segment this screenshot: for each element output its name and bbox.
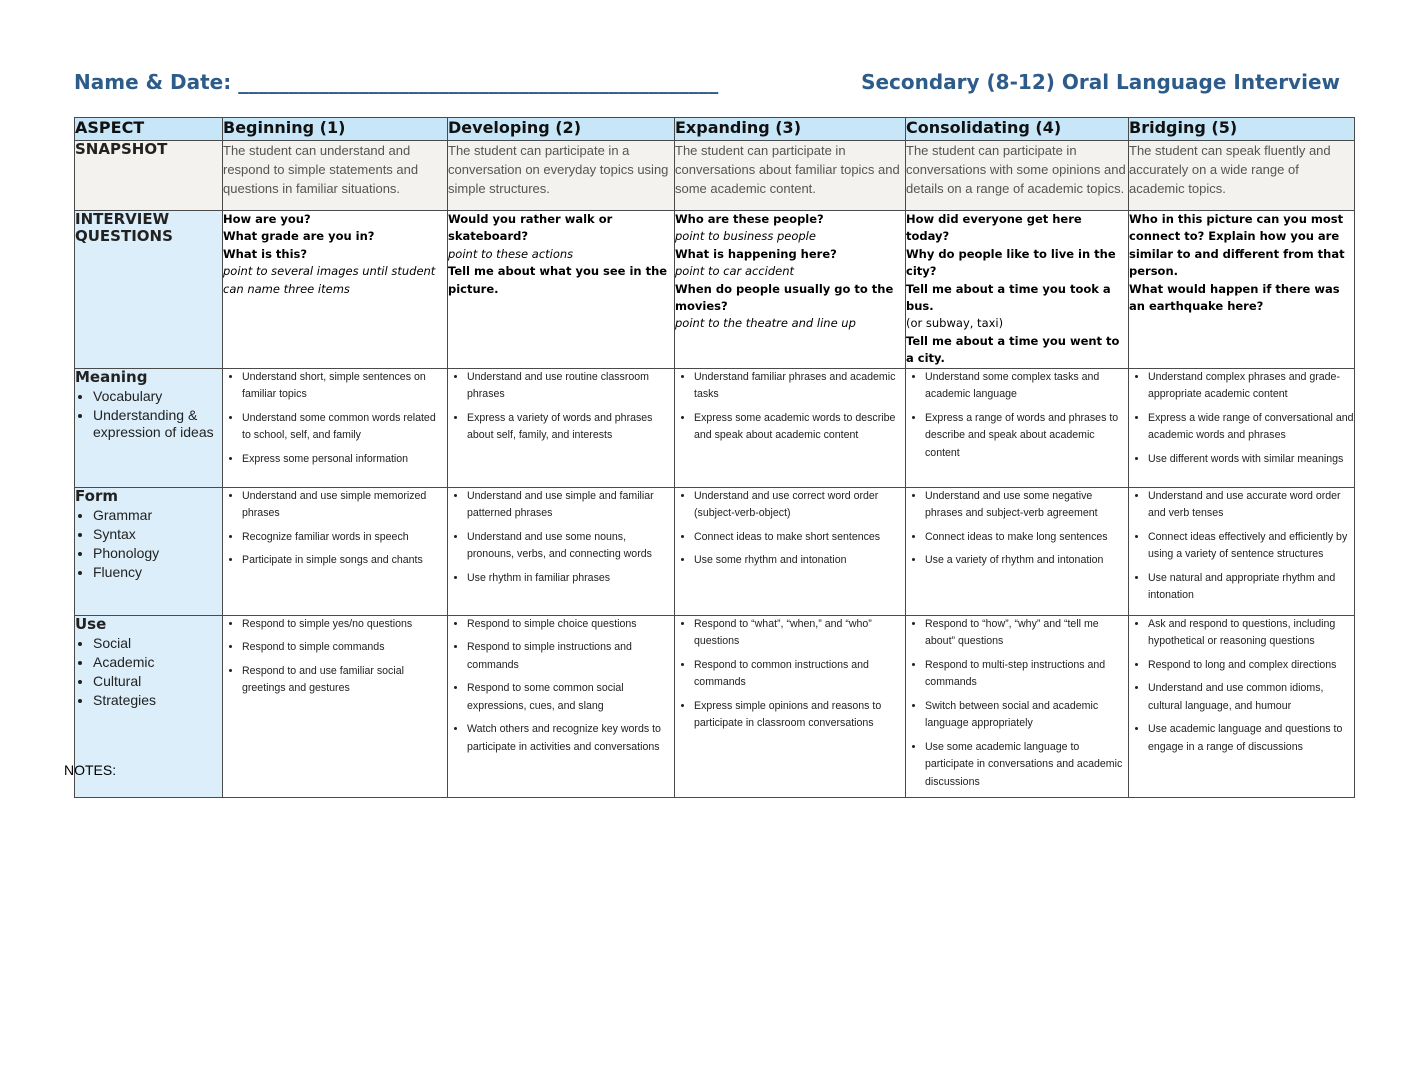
descriptor-list <box>675 369 905 445</box>
descriptor-item: • Respond to and use familiar social greetings and gestures <box>242 663 447 698</box>
descriptor-item: • Respond to “what”, “when,” and “who” questions <box>694 616 905 651</box>
column-header-consolidating: Consolidating (4) <box>906 118 1129 141</box>
descriptor-item: • Respond to long and complex directions <box>1148 657 1354 675</box>
snapshot-cell: The student can participate in conversations about familiar topics and some academic content. <box>675 141 906 211</box>
descriptor-item: • Connect ideas effectively and efficiently by using a variety of sentence structures <box>1148 529 1354 564</box>
aspect-sub-item: • Cultural <box>93 673 222 690</box>
interview-question: What grade are you in? <box>223 229 375 244</box>
interview-question-cell <box>448 211 675 369</box>
snapshot-cell: The student can speak fluently and accurately on a wide range of academic topics. <box>1129 141 1355 211</box>
header-row <box>75 118 1355 141</box>
rubric-table <box>74 117 1355 798</box>
descriptor-cell <box>223 368 448 487</box>
descriptor-cell <box>1129 487 1355 615</box>
descriptor-cell <box>906 368 1129 487</box>
aspect-form <box>75 487 223 615</box>
column-header-aspect: ASPECT <box>75 118 223 141</box>
interview-question: How are you? <box>223 212 311 226</box>
interview-question-cell <box>1129 211 1355 369</box>
aspect-meaning <box>75 368 223 487</box>
aspect-interview <box>75 211 223 369</box>
aspect-sub-item: • Phonology <box>93 545 222 562</box>
descriptor-cell <box>675 368 906 487</box>
descriptor-list <box>223 616 447 698</box>
interview-prompt-note: point to several images until student can name three items <box>223 264 436 296</box>
descriptor-item: • Ask and respond to questions, including hypothetical or reasoning questions <box>1148 616 1354 651</box>
descriptor-item: • Recognize familiar words in speech <box>242 529 447 547</box>
descriptor-item: • Express some personal information <box>242 451 447 469</box>
descriptor-cell <box>1129 615 1355 798</box>
descriptor-item: • Respond to some common social expressions, cues, and slang <box>467 680 674 715</box>
interview-question: What is this? <box>223 246 308 261</box>
interview-question: Tell me about a time you went to a city. <box>906 333 1120 366</box>
descriptor-item: • Use some rhythm and intonation <box>694 552 905 570</box>
interview-question: What is happening here? <box>675 246 837 261</box>
notes-label: NOTES: <box>64 762 117 778</box>
descriptor-list <box>906 488 1128 570</box>
descriptor-list <box>906 369 1128 463</box>
descriptor-cell <box>448 487 675 615</box>
descriptor-item: • Understand and use simple memorized phrases <box>242 488 447 523</box>
aspect-sub-item: • Vocabulary <box>93 388 222 405</box>
descriptor-item: • Understand and use accurate word order and verb tenses <box>1148 488 1354 523</box>
interview-question: Tell me about a time you took a bus. <box>906 281 1111 314</box>
descriptor-list <box>1129 488 1354 605</box>
descriptor-item: • Switch between social and academic language appropriately <box>925 698 1128 733</box>
snapshot-cell: The student can participate in a conversation on everyday topics using simple structures. <box>448 141 675 211</box>
aspect-title: Use <box>75 614 107 633</box>
descriptor-item: • Respond to common instructions and commands <box>694 657 905 692</box>
descriptor-cell <box>223 615 448 798</box>
descriptor-item: • Use rhythm in familiar phrases <box>467 570 674 588</box>
interview-question: Who are these people? <box>675 212 824 226</box>
aspect-sub-list <box>75 507 222 581</box>
descriptor-item: • Respond to multi-step instructions and commands <box>925 657 1128 692</box>
name-date-line: Name & Date: ________________________________________________ <box>74 70 719 94</box>
aspect-title: Form <box>75 486 118 505</box>
interview-question: (or subway, taxi) <box>906 316 1004 331</box>
descriptor-item: • Understand and use common idioms, cultural language, and humour <box>1148 680 1354 715</box>
column-header-bridging: Bridging (5) <box>1129 118 1355 141</box>
descriptor-item: • Understand complex phrases and grade-appropriate academic content <box>1148 369 1354 404</box>
interview-row <box>75 211 1355 369</box>
descriptor-item: • Respond to simple instructions and commands <box>467 639 674 674</box>
aspect-sub-item: • Grammar <box>93 507 222 524</box>
aspect-sub-item: • Syntax <box>93 526 222 543</box>
descriptor-list <box>223 369 447 469</box>
descriptor-item: • Understand and use some nouns, pronouns, verbs, and connecting words <box>467 529 674 564</box>
descriptor-item: • Use a variety of rhythm and intonation <box>925 552 1128 570</box>
descriptor-item: • Understand familiar phrases and academic tasks <box>694 369 905 404</box>
descriptor-cell <box>906 487 1129 615</box>
descriptor-item: • Use some academic language to participate in conversations and academic discussions <box>925 739 1128 792</box>
descriptor-item: • Participate in simple songs and chants <box>242 552 447 570</box>
aspect-title: Meaning <box>75 367 148 386</box>
descriptor-item: • Express simple opinions and reasons to participate in classroom conversations <box>694 698 905 733</box>
aspect-title: SNAPSHOT <box>75 140 168 158</box>
interview-question: What would happen if there was an earthquake here? <box>1129 281 1340 314</box>
descriptor-item: • Use natural and appropriate rhythm and intonation <box>1148 570 1354 605</box>
descriptor-item: • Connect ideas to make long sentences <box>925 529 1128 547</box>
descriptor-item: • Respond to simple commands <box>242 639 447 657</box>
aspect-sub-item: • Social <box>93 635 222 652</box>
column-header-developing: Developing (2) <box>448 118 675 141</box>
descriptor-item: • Understand and use routine classroom phrases <box>467 369 674 404</box>
interview-question: How did everyone get here today? <box>906 212 1082 244</box>
descriptor-item: • Understand some complex tasks and academic language <box>925 369 1128 404</box>
interview-prompt-note: point to business people <box>675 229 816 244</box>
descriptor-list <box>906 616 1128 792</box>
form-row <box>75 487 1355 615</box>
descriptor-cell <box>906 615 1129 798</box>
descriptor-item: • Use different words with similar meanings <box>1148 451 1354 469</box>
interview-question: Who in this picture can you most connect to? Explain how you are similar to and different from that person. <box>1129 212 1345 279</box>
interview-question: Why do people like to live in the city? <box>906 246 1116 279</box>
descriptor-cell <box>675 615 906 798</box>
interview-prompt-note: point to car accident <box>675 264 794 279</box>
descriptor-item: • Understand some common words related to school, self, and family <box>242 410 447 445</box>
descriptor-item: • Understand short, simple sentences on familiar topics <box>242 369 447 404</box>
descriptor-list <box>448 616 674 757</box>
descriptor-cell <box>448 368 675 487</box>
descriptor-item: • Express some academic words to describe and speak about academic content <box>694 410 905 445</box>
descriptor-list <box>448 488 674 588</box>
snapshot-cell: The student can participate in conversations with some opinions and details on a range of academic topics. <box>906 141 1129 211</box>
descriptor-item: • Understand and use simple and familiar patterned phrases <box>467 488 674 523</box>
descriptor-item: • Respond to simple choice questions <box>467 616 674 634</box>
descriptor-item: • Express a wide range of conversational and academic words and phrases <box>1148 410 1354 445</box>
descriptor-item: • Respond to simple yes/no questions <box>242 616 447 634</box>
interview-question-cell <box>675 211 906 369</box>
descriptor-item: • Connect ideas to make short sentences <box>694 529 905 547</box>
interview-question-cell <box>906 211 1129 369</box>
use-row <box>75 615 1355 798</box>
descriptor-cell <box>448 615 675 798</box>
descriptor-item: • Understand and use some negative phrases and subject-verb agreement <box>925 488 1128 523</box>
interview-prompt-note: point to the theatre and line up <box>675 316 856 331</box>
descriptor-cell <box>1129 368 1355 487</box>
interview-prompt-note: point to these actions <box>448 246 574 261</box>
snapshot-cell: The student can understand and respond to simple statements and questions in familiar situations. <box>223 141 448 211</box>
aspect-snapshot <box>75 141 223 211</box>
descriptor-list <box>675 488 905 570</box>
descriptor-list <box>1129 369 1354 469</box>
descriptor-list <box>448 369 674 445</box>
descriptor-cell <box>223 487 448 615</box>
descriptor-item: • Respond to “how”, “why” and “tell me about” questions <box>925 616 1128 651</box>
meaning-row <box>75 368 1355 487</box>
descriptor-list <box>675 616 905 733</box>
aspect-sub-item: • Academic <box>93 654 222 671</box>
descriptor-item: • Understand and use correct word order (subject-verb-object) <box>694 488 905 523</box>
aspect-title: INTERVIEW QUESTIONS <box>75 210 173 245</box>
interview-question: Would you rather walk or skateboard? <box>448 212 613 244</box>
page-title: Secondary (8-12) Oral Language Interview <box>861 70 1340 94</box>
aspect-sub-item: • Strategies <box>93 692 222 709</box>
column-header-beginning: Beginning (1) <box>223 118 448 141</box>
descriptor-list <box>1129 616 1354 757</box>
aspect-sub-list <box>75 635 222 709</box>
aspect-sub-item: • Fluency <box>93 564 222 581</box>
column-header-expanding: Expanding (3) <box>675 118 906 141</box>
descriptor-list <box>223 488 447 570</box>
aspect-sub-item: • Understanding & expression of ideas <box>93 407 222 441</box>
descriptor-item: • Watch others and recognize key words to participate in activities and conversations <box>467 721 674 756</box>
descriptor-item: • Express a variety of words and phrases about self, family, and interests <box>467 410 674 445</box>
interview-question: Tell me about what you see in the picture. <box>448 264 668 296</box>
interview-question: When do people usually go to the movies? <box>675 281 894 314</box>
aspect-sub-list <box>75 388 222 441</box>
descriptor-item: • Express a range of words and phrases to describe and speak about academic content <box>925 410 1128 463</box>
descriptor-item: • Use academic language and questions to engage in a range of discussions <box>1148 721 1354 756</box>
snapshot-row <box>75 141 1355 211</box>
interview-question-cell <box>223 211 448 369</box>
descriptor-cell <box>675 487 906 615</box>
